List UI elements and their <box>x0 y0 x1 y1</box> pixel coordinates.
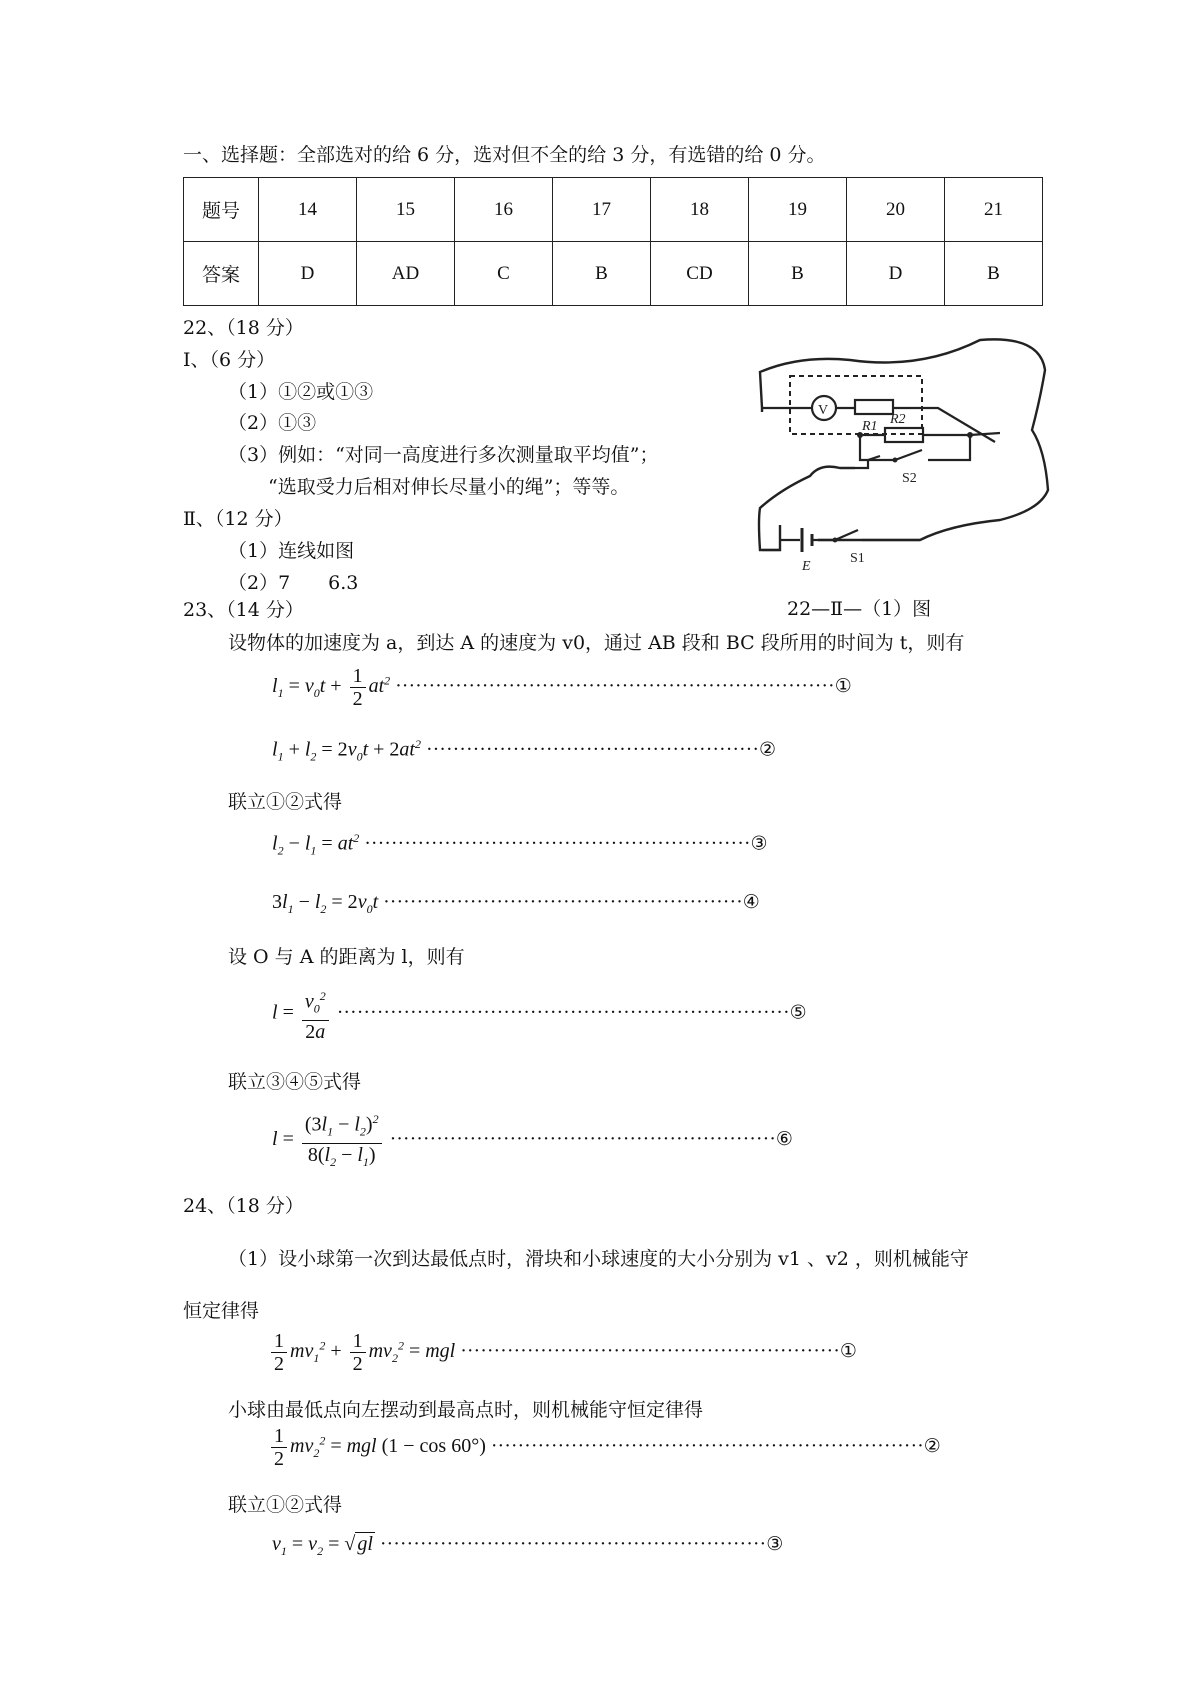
r1-label: R1 <box>862 419 878 434</box>
s2-label: S2 <box>902 471 917 486</box>
q23-eq5: l = $\frac{v_0^2}{2a}$ ····································································⑤ <box>272 985 807 1043</box>
s2-right-wire <box>928 435 970 460</box>
q23-eq6: l = $\frac{(3l_1 - l_2)^2}{8(l_2 - l_1)}$ ··························································⑥ <box>272 1108 793 1173</box>
table-cell: B <box>945 242 1043 306</box>
q22-part2-title: Ⅱ、（12 分） <box>183 508 293 530</box>
q22-p2: （2）①③ <box>228 412 317 434</box>
r1-to-right-wire <box>893 408 995 442</box>
q23-intro: 设物体的加速度为 a，到达 A 的速度为 v0，通过 AB 段和 BC 段所用的时间为 t，则有 <box>228 632 965 654</box>
mark-1: ① <box>834 675 852 698</box>
table-row <box>184 242 1043 306</box>
q22-p1: （1）①②或①③ <box>228 381 374 403</box>
table-cell: 19 <box>749 178 847 242</box>
q23-eq4: $3l_1 - l_2 = 2v_0t$ ······················································④ <box>272 891 760 916</box>
table-row-label: 答案 <box>184 242 259 306</box>
q24-eq2: $\frac{1}{2}$ $mv_2^2$ = mgl (1 − cos 60°) ·································································② <box>268 1425 941 1470</box>
mark-24-3: ③ <box>766 1533 784 1555</box>
table-cell: AD <box>357 242 455 306</box>
junction-dot <box>967 432 973 438</box>
q23-eq3: $l_2 - l_1 = at^2$ ··························································③ <box>272 831 768 858</box>
q24-eq3: $v_1 = v_2$ = √ gl ··························································③ <box>272 1533 784 1558</box>
q24-eq1: $\frac{1}{2}$ $mv_1^2$ + $\frac{1}{2}$ $mv_2^2$ = mgl ·························································① <box>268 1330 857 1375</box>
table-cell: D <box>847 242 945 306</box>
table-row-label: 题号 <box>184 178 259 242</box>
table-cell: C <box>455 242 553 306</box>
r2-label: R2 <box>890 412 906 427</box>
q22-p3a: （3）例如：“对同一高度进行多次测量取平均值”； <box>228 444 659 466</box>
q23-distance: 设 O 与 A 的距离为 l，则有 <box>228 946 465 968</box>
battery-icon <box>802 528 812 552</box>
q23-combine345: 联立③④⑤式得 <box>228 1071 362 1093</box>
table-row <box>184 178 1043 242</box>
q22-part1-title: Ⅰ、（6 分） <box>183 349 276 371</box>
table-cell: CD <box>651 242 749 306</box>
q23-eq1: $l_1 = v_0t$ + $\frac{1}{2}$ $at^2$ ··································································① <box>272 665 852 710</box>
q22-p3b: “选取受力后相对伸长尽量小的绳”；等等。 <box>268 476 630 498</box>
table-cell: 21 <box>945 178 1043 242</box>
e-label: E <box>802 559 811 574</box>
outer-wire <box>760 339 1048 540</box>
left-wire <box>759 408 855 550</box>
q23-combine12: 联立①②式得 <box>228 791 343 813</box>
mark-24-1: ① <box>839 1340 857 1363</box>
q22-p4: （1）连线如图 <box>228 540 355 562</box>
table-cell: 18 <box>651 178 749 242</box>
r1-resistor-icon <box>855 400 893 414</box>
section1-heading: 一、选择题：全部选对的给 6 分，选对但不全的给 3 分，有选错的给 0 分。 <box>183 144 826 166</box>
table-cell: 16 <box>455 178 553 242</box>
table-cell: B <box>749 242 847 306</box>
table-cell: D <box>259 242 357 306</box>
mark-6: ⑥ <box>775 1127 793 1150</box>
r2-right-wire <box>923 433 1000 435</box>
circuit-figure <box>740 330 1060 580</box>
q24-swing: 小球由最低点向左摆动到最高点时，则机械能守恒定律得 <box>228 1399 704 1421</box>
mark-3: ③ <box>750 832 768 855</box>
q24-intro1: （1）设小球第一次到达最低点时，滑块和小球速度的大小分别为 v1 、v2 ，则机械能守 <box>228 1248 969 1270</box>
table-cell: B <box>553 242 651 306</box>
table-cell: 14 <box>259 178 357 242</box>
s2-switch-icon <box>895 450 922 460</box>
q24-title: 24、（18 分） <box>183 1195 304 1217</box>
s1-label: S1 <box>850 551 865 566</box>
switch-contact-dot <box>893 458 898 463</box>
q23-eq2: $l_1 + l_2 = 2v_0t + 2at^2$ ··················································② <box>272 737 777 764</box>
q24-intro2: 恒定律得 <box>183 1300 260 1322</box>
mark-24-2: ② <box>923 1435 941 1458</box>
answer-table <box>183 177 1043 306</box>
s1-switch-icon <box>835 530 858 540</box>
figure-caption: 22—Ⅱ—（1）图 <box>787 598 932 620</box>
q22-title: 22、（18 分） <box>183 317 304 339</box>
table-cell: 15 <box>357 178 455 242</box>
mark-4: ④ <box>742 891 760 913</box>
r2-branch-wire <box>855 456 880 468</box>
q24-combine12: 联立①②式得 <box>228 1494 343 1516</box>
q22-p5: （2）7 6.3 <box>228 572 359 594</box>
q23-title: 23、（14 分） <box>183 599 304 621</box>
table-cell: 20 <box>847 178 945 242</box>
mark-5: ⑤ <box>789 1001 807 1024</box>
table-cell: 17 <box>553 178 651 242</box>
voltmeter-label: V <box>818 403 829 418</box>
mark-2: ② <box>759 738 777 761</box>
switch-contact-dot <box>833 538 838 543</box>
